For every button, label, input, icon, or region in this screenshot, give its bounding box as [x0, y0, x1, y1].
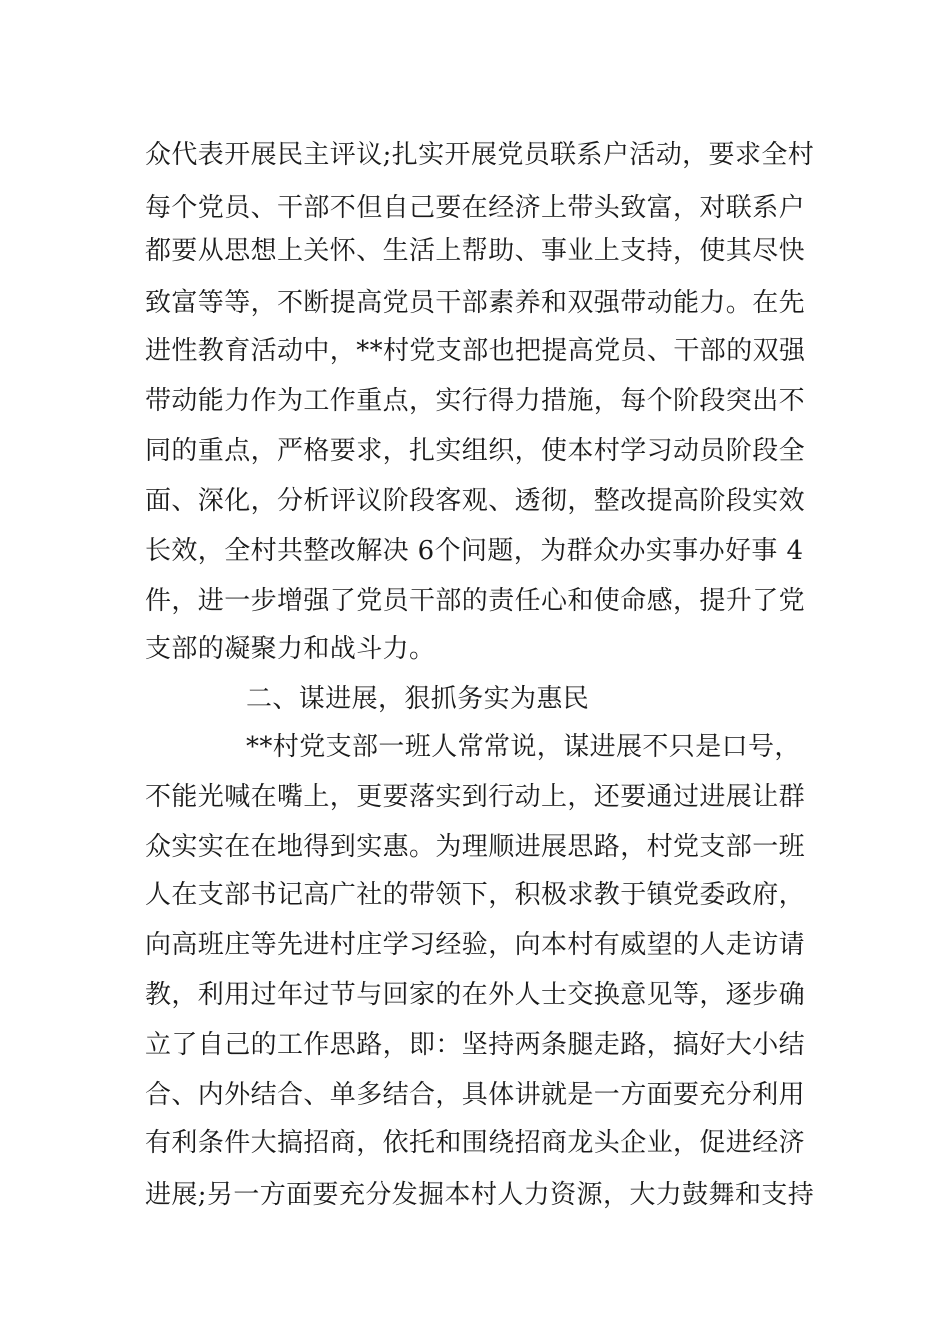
text-line-5: 进性教育活动中，**村党支部也把提高党员、干部的双强: [145, 336, 806, 366]
section-heading: 二、谋进展，狠抓务实为惠民: [246, 684, 590, 714]
text-line-22: 进展;另一方面要充分发掘本村人力资源，大力鼓舞和支持: [145, 1180, 815, 1210]
text-line-7: 同的重点，严格要求，扎实组织，使本村学习动员阶段全: [145, 436, 806, 466]
text-line-6: 带动能力作为工作重点，实行得力措施，每个阶段突出不: [145, 386, 806, 416]
text-line-14: 不能光喊在嘴上，更要落实到行动上，还要通过进展让群: [145, 782, 806, 812]
text-line-21: 有利条件大搞招商，依托和围绕招商龙头企业，促进经济: [145, 1128, 806, 1158]
text-line-19: 立了自己的工作思路，即：坚持两条腿走路，搞好大小结: [145, 1030, 806, 1060]
text-line-4: 致富等等，不断提高党员干部素养和双强带动能力。在先: [145, 288, 806, 318]
text-line-2: 每个党员、干部不但自己要在经济上带头致富，对联系户: [145, 193, 806, 223]
text-line-20: 合、内外结合、单多结合，具体讲就是一方面要充分利用: [145, 1080, 806, 1110]
text-line-10: 件，进一步增强了党员干部的责任心和使命感，提升了党: [145, 586, 806, 616]
text-line-16: 人在支部书记高广社的带领下，积极求教于镇党委政府，: [145, 880, 806, 910]
text-line-15: 众实实在在地得到实惠。为理顺进展思路，村党支部一班: [145, 832, 806, 862]
text-line-18: 教，利用过年过节与回家的在外人士交换意见等，逐步确: [145, 980, 806, 1010]
text-line-9: 长效，全村共整改解决 6个问题，为群众办实事办好事 4: [145, 536, 804, 566]
text-line-1: 众代表开展民主评议;扎实开展党员联系户活动，要求全村: [145, 140, 815, 170]
text-line-8: 面、深化，分析评议阶段客观、透彻，整改提高阶段实效: [145, 486, 806, 516]
text-line-13: **村党支部一班人常常说，谋进展不只是口号，: [246, 732, 801, 762]
text-line-17: 向高班庄等先进村庄学习经验，向本村有威望的人走访请: [145, 930, 806, 960]
text-line-3: 都要从思想上关怀、生活上帮助、事业上支持，使其尽快: [145, 236, 806, 266]
text-line-11: 支部的凝聚力和战斗力。: [145, 634, 436, 664]
